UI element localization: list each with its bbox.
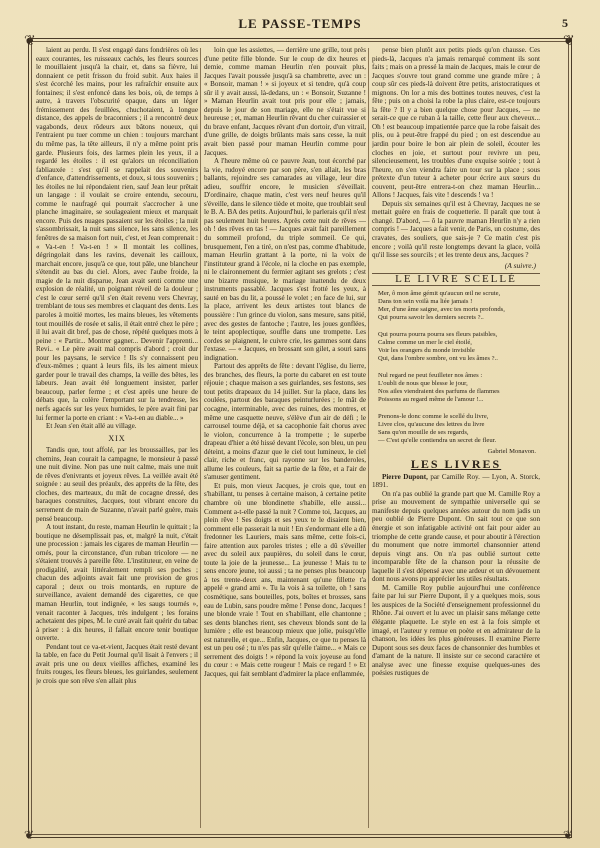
poem-line: — C'est qu'elle contiendra un secret de fleur. xyxy=(378,437,497,445)
paragraph: On n'a pas oublié la grande part que M. Camille Roy a prise au mouvement de sympathie universelle qui se manifeste depuis quelques années autour du nom jadis un peu oublié de Pierre Dupont. On sait tout ce que son énergie et son infatigable activité ont fait pour aider au triomphe de cette grande cause, et pour aboutir à l'érection du monument que notre immortel chansonnier attend depuis vingt ans. On n'a pas oublié surtout cette incomparable fête de la chanson pour la réussite de laquelle il s'est dépensé avec une ardeur et un dévouement dont nous avons pu apprécier les utiles résultats. xyxy=(372,489,540,584)
poem-author: Gabriel Monavon. xyxy=(487,447,536,455)
poem-line: Qui, dans l'ombre sombre, ont vu les âmes ?.. xyxy=(378,355,498,363)
poem-line: Mer, ô mon âme gémit qu'aucun œil ne scrute, xyxy=(378,289,501,297)
page-header xyxy=(26,16,574,32)
poem-line: Dans ton sein voilà ma liée jamais ! xyxy=(378,297,473,305)
poem-line: Nos ailes viendraient des parfums de flammes xyxy=(378,388,500,396)
poem-line: Poissons au regard même de l'amour !... xyxy=(378,396,484,404)
poem-line: Voir les orangers du monde invisible xyxy=(378,347,475,355)
poem-line: Mer, d'une âme saigne, avec tes morts profonds, xyxy=(378,306,505,314)
poem-line: Calme comme un mer le ciel étoilé, xyxy=(378,338,472,346)
paragraph: Partout des apprêts de fête : devant l'église, du lierre, des branches, des fleurs, la porte du cabaret en est toute réjouie ; chaque maison a ses guirlandes, ses festons, ses tout petits drapeaux du 14 juillet. Sur la place, dans les coulées, partout des baraques peinturlurées ; le mât de cocagne, interminable, avec des ruines, des montres, et même une casquette neuve, s'élève d'un air de défi ; le carrousel tourne déjà, et sa cacophonie fait chorus avec le violon, concurrence à la trompette ; le superbe drapeau d'hier a été hissé devant l'école, son bleu, un peu déteint, a moins d'azur que le ciel tout lumineux, le ciel clair, riche et franc, qui rayonne sur les banderoles, allume les couleurs, fait sa partie de la fête, et a l'air de s'amuser gentiment. xyxy=(204,362,366,482)
text-column-1 xyxy=(36,46,198,828)
masthead-title: LE PASSE-TEMPS xyxy=(238,16,362,31)
book-title: Pierre Dupont, xyxy=(382,472,428,481)
column-rule xyxy=(200,48,201,828)
section-title-livre-scelle: LE LIVRE SCELLÉ xyxy=(372,273,540,286)
poem-line xyxy=(378,364,540,372)
paragraph: M. Camille Roy publie aujourd'hui une conférence faite par lui sur Pierre Dupont, il y a quelques mois, sous les auspices de la Société d'enseignement professionnel du Rhône. J'ai ouvert et lu avec un plaisir sans mélange cette élégante plaquette. Le style en est à la fois simple et imagé, et l'auteur y remue en poète et en admirateur de la chanson, les idées les plus généreuses. Il examine Pierre Dupont sous ses deux faces de chansonnier des humbles et d'amant de la nature. Il insiste sur ce second caractère et analyse avec une finesse exquise quelques-unes des poésies rustiques de xyxy=(372,583,540,678)
corner-ornament-icon: ❦ xyxy=(24,828,35,842)
poem-line: L'oubli de nous que blesse le jour, xyxy=(378,380,468,387)
book-publisher: par Camille Roy. — Lyon, A. Storck, 1891. xyxy=(372,472,540,490)
paragraph: A tout instant, du reste, maman Heurlin le quittait ; la boutique ne désemplissait pas, et, malgré la nuit, c'était une procession : jamais les cigares de maman Heurlin — ornés, pour la circonstance, d'un ruban tricolore — ne s'étaient trouvés à pareille fête. L'instituteur, en veine de prodigalité, avait littéralement rempli ses poches ; chacun des adjoints avait fait une provision de gros caporal ; deux ou trois montards, en rupture de surveillance, avaient demandé des cigarettes, ce que maman Heurlin, tout indignée, « les saugs tournés », venait raconter à Jacques, très indulgent ; les forains achetaient des pipes, M. le curé avait fait quérir du tabac à priser : à dix heures, il fallait encore tenir boutique ouverte. xyxy=(36,523,198,643)
poem-line: Prenons-le donc comme le scellé du livre, xyxy=(378,412,489,420)
poem-line: Sans qu'on mouille de ses regards, xyxy=(378,429,469,437)
paragraph: loin que les assiettes, — derrière une grille, tout près d'une petite fille blonde. Sur le coup de dix heures et demie, comme maman Heurlin n'en pouvait plus, Jacques l'avait poussée jusqu'à sa chambrette, avec un : « Bonsoir, maman ! » si joyeux et si tendre, qu'à coup sûr il y avait aussi, là-dedans, un : « Bonsoir, Suzanne ! » Maman Heurlin avait tout pris pour elle ; jamais, depuis le jour de son mariage, elle ne s'était vue si heureuse ; et, maman Heurlin rêvant du cher cuirassier et du brave enfant, Jacques rêvant d'un dortoir, d'un vitrail, d'une grille, de doigts brûlants mais sans cesse, la nuit avait bien passé pour maman Heurlin comme pour Jacques. xyxy=(204,46,366,157)
paragraph: Tandis que, tout affolé, par les broussailles, par les chemins, Jean courait la campagne, le monsieur à passé une nuit divine. Non pas une nuit calme, mais une nuit de rêves d'enivrants et joyeux rêves. La veillée avait été soignée : au seuil des préaulx, des appréts de la fête, des cloches, des marteaux, du mât de cocagne dressé, des baraques construites, Jacques, tout vibrant encore du serrement de main de Suzanne, n'avait parlé guère, mais pensé beaucoup. xyxy=(36,446,198,523)
column-rule xyxy=(368,48,369,828)
text-column-2 xyxy=(204,46,366,828)
paragraph: Depuis six semaines qu'il est à Chevray, Jacques ne se mettait guère en frais de coquetterie. Il paraît que tout à changé. D'abord, — ô la pauvre maman Heurlin n'y a rien compris ! — Jacques a fait venir, de Paris, un costume, des cravates, des souliers, que sais-je ? Ce matin c'est pis encore ; voilà qu'il reste longtemps devant la glace, voilà qu'il lisse ses sourcils ; et les trente deux ans, Jacques ? xyxy=(372,199,540,260)
corner-ornament-icon: ❦ xyxy=(563,34,575,49)
poem-line: Nul regard ne peut feuilleter nos âmes : xyxy=(378,371,483,379)
paragraph: Et puis, mon vieux Jacques, je crois que, tout en s'habillant, tu penses à certaine maison, à certaine petite chambre où une blondinette s'habille, elle aussi... Comment a-t-elle passé la nuit ? Comme toi, Jacques, au plein rêve ! Ses doigts et ses yeux te le disaient bien, comment elle passerait la nuit ! En s'endormant elle a dû fredonner les Lauriers, mais sans même, cette fois-ci, faire attention aux paroles tristes ; elle a dû s'éveiller avec du soleil aux paupières, du soleil dans le cœur, toute la joie de la jeunesse... La jeunesse ! Mais tu te sens encore jeune, toi aussi ; ta ne penses plus beaucoup à tes trente-deux ans, maintenant qu'une fillette t'a appelé « grand ami ». Tu la vois à sa toilette, oh ! sans cosmétique, sans bouteilles, pots, boîtes et brosses, sans eau de Lubin, sans poudre même ! Pense donc, Jacques ! une blonde vraie ! Tout en s'habillant, elle chantonne ; ses dents blanches rient, ses cheveux blonds sont de la lumière ; elle est beaucoup mieux que jolie, puisqu'elle est naturelle, et que... Enfin, Jacques, ce que tu penses là est un peu osé ; tu n'es pas sûr qu'elle t'aime... « Mais ce serrement des doigts ! » répond la voix joyeuse au fond du cœur : « Mais cette rougeur ! Mais ce regard ! » Et Jacques, qui fait semblant d'admirer la place enflammée, xyxy=(204,481,366,678)
poem-line xyxy=(378,405,540,413)
poem-line xyxy=(378,323,540,331)
paragraph: pense bien plutôt aux petits pieds qu'on chausse. Ces pieds-là, Jacques n'a jamais remarqué comment ils sont faits ; mais on a pressé la main de Jacques, mais le cœur de Jacques s'ouvre tout grand comme une grande mûre ; à coup sûr ces pieds-là doivent être petits, aristocratiques et mignons. On lor a mis des bottines toutes neuves, c'est la fête ; puis on a choisi la robe la plus claire, est-ce toujours la fête ? Il y a bien quelque chose pour Jacques, — ne serait-ce que ce ruban à la taille, cette fleur aux cheveux... Oh ! est beaucoup impatientée parce que la robe faisait des plis, ou à peut-être frappé du pied ; on est descendue au jardin pour boire le bon air plein de soleil, écouter les cloches en joie, et surtout pour revivre un peu, silencieusement, les troubles d'une exquise soirée ; tout à l'heure, on s'en viendra faire un tour sur la place ; sous prétexte d'un tuteur à acheter pour écrire aux sœurs du couvent, peut-être entrera-t-on chez maman Heurlin... Allons ! Jacques, fais vite ! descends ! va ! xyxy=(372,46,540,200)
section-title-les-livres: LES LIVRES xyxy=(410,457,502,472)
poem xyxy=(378,290,540,446)
page-number: 5 xyxy=(562,16,568,30)
to-be-continued: (A suivre.) xyxy=(504,260,536,270)
paragraph: Pendant tout ce va-et-vient, Jacques était resté devant la table, en face du Petit Journal qu'il lisait à l'envers ; il avait pris une ou deux vieilles affiches, examiné les fruits rouges, les fleurs bleues, les guirlandes, seulement je crois que son rêve s'en allait plus xyxy=(36,642,198,685)
corner-ornament-icon: ❦ xyxy=(563,828,574,842)
text-column-3 xyxy=(372,46,540,828)
book-reference xyxy=(372,473,540,490)
paragraph: laient au perdu. Il s'est engagé dans fondrières où les eaux courantes, les ruisseaux cachés, les fleurs sources le mouillaient jusqu'à la chair, et, dans sa fièvre, lui donnaient ce petit frisson du froid subit. Aux haies il s'est écorché les mains, pour les rafraîchir ensuite aux fontaines; il s'est enfoncé dans les bois, où, de temps à autre, à travers l'obscurité opaque, dans un léger frémissement des feuillées, chuchotaient, à longue distance, des appels de braconniers ; il a rencontré deux vagabonds, deux rôdeurs aux bâtons noueux, qui l'entraient pu tuer comme un chien : toujours marchant du même pas, la tête ailleurs, il n'y a même point pris garde. Plusieurs fois, des larmes plein les yeux, il a regardé les étoiles : il est qu'alors un réconciliation fabliauxée : s'est qu'il se rappelait des souvenirs d'enfance, d'attendrissements, et doux, si tous souvenirs ; les étoiles ne lui répondaient rien, sauf Jean leur prêtait un langage : il voulait se croire entendu, secouru, comme le naufragé qui pourrait s'accrocher à une planche imaginaire, se soulageaient mieux et marquait encore. Puis des nuages passaient sur les étoiles ; la nuit s'assombrissait, la nuit sans silence, les sans silence, les fenêtres de sa maison fort nuit, c'est, et Jean comprenait : « Va-t-en ! Va-t-en ! » Il montait les collines, dégringolait dans les ravins, devenait les cailloux, marchait encore, jusqu'à ce que, tout pâle, une blancheur s'étendit au bas du ciel. Alors, avec l'aube froide, la magie de la nuit disparue, Jean avait senti comme une explosion de réalité, un poignant réveil de la douleur ; c'est le cœur serré qu'il s'en était revenu vers Chevray, tremblant de tous ses membres et claquant des dents. Les paroles à moitié mortes, les mains bleues, les vêtements tout mouillés de rosée et salis, il était entré chez le père ; il lui avait dit bref, pas de chose, répété quelques mots à peine : « Partir... Montrer gagner... Devenir l'apprenti... Revi.. « Le père avait mal compris d'abord ; croit dur pour les paysans, le service ! Ils s'y connaissent peu d'eux-mêmes ; quant à leurs fils, ils les aiment mieux garder pour le travail des champs, la veille des bêtes, les labeurs. Jean avait été longuement insister, parler beaucoup, parler ferme ; et c'est après une heure de débats que, la colère l'emportant sur la tendresse, les nerfs agacés sur les yeux humides, le père avait fini par lui fermer la porte en criant : « Va-t-en au diable... » xyxy=(36,46,198,422)
chapter-heading: XIX xyxy=(108,433,126,443)
poem-line: Qui pourra savoir les derniers secrets ?.. xyxy=(378,314,484,322)
corner-ornament-icon: ❦ xyxy=(24,34,36,49)
paragraph: A l'heure même où ce pauvre Jean, tout écorché par la vie, rudoyé encore par son père, s'en allait, les bras ballants, rejoindre ses camarades au village, leur dire adieu, souffrir encore, le musicien s'éveillait. D'ordinaire, chaque matin, c'est vers neuf heures qu'il s'éveille, dans le silence tiède et moite, que troublait seul le B. A. BA des petits. Aujourd'hui, le parlerais qu'il n'est pas seulement huit heures. Après cette nuit de rêves — oh ! des rêves en tas ! — Jacques avait fait pareillement du sommeil profond, du triple sommeil. Ce qui, brusquement, l'en a tiré, on n'est pas, comme d'habitude, maman Heurlin grattant à la porte, ni la voix de l'instituteur grand à l'école, ni la cloche en pas exemple, ni le claironnement du fermier agitant ses grelots ; c'est une bizarre musique, le mariage inattendu de deux instruments passablé. Jacques s'est frotté les yeux, à sauté en bas du lit, a poussé le volet ; en face de lui, sur la place, arrivent les deux artistes tout blancs de poussière : l'un grince du violon, sans mesure, sans pitié, avec des gestes de fantoche ; l'autre, les joues gonflées, le teint apoplectique, souffle dans une trompette. Les cordes se plaignent, le cuivre crie, les gammes sont dans l'extase. — « Jacques, en brossant son gilet, a souri sans indignation. xyxy=(204,157,366,362)
poem-line: Livre clos, qu'aucune des lettres du livre xyxy=(378,421,485,429)
paragraph: Et Jean s'en était allé au village. xyxy=(46,422,137,431)
poem-line: Qui pourra pourra pourra ses fleurs paisibles, xyxy=(378,330,498,338)
